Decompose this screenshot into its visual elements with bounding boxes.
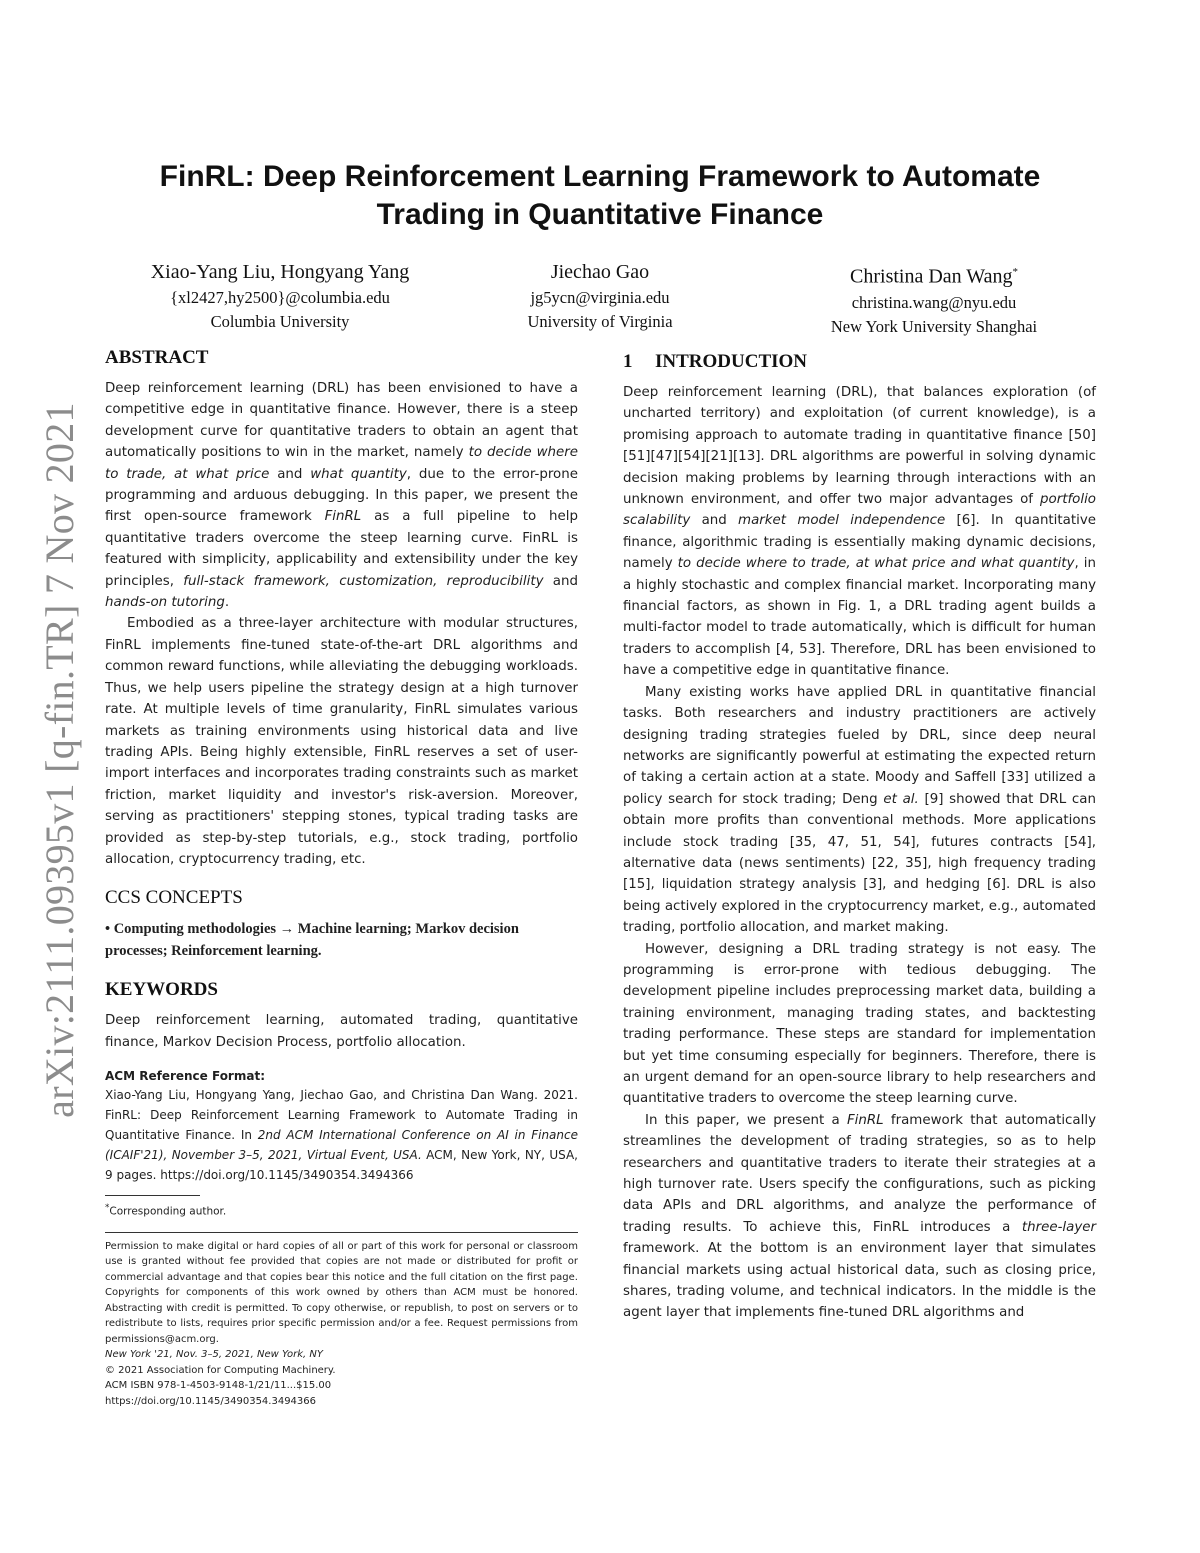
abstract-heading: ABSTRACT <box>105 347 209 368</box>
author-block-1 <box>120 258 440 334</box>
venue-line: New York '21, Nov. 3–5, 2021, New York, NY <box>105 1349 323 1361</box>
permission-notice: Permission to make digital or hard copies of all or part of this work for personal or classroom use is granted without fee provided that copies are not made or distributed for profit or commercial advantage and that copies bear this notice and the full citation on the first page. Copyrights for components of this work owned by others than ACM must be honored. Abstracting with credit is permitted. To copy otherwise, or republish, to post on servers or to redistribute to lists, requires prior specific permission and/or a fee. Request permissions from permissions@acm.org. <box>105 1240 578 1345</box>
acm-reference-text: Xiao-Yang Liu, Hongyang Yang, Jiechao Gao, and Christina Dan Wang. 2021. FinRL: Deep Reinforcement Learning Framework to Automate Trading in Quantitative Finance. In 2nd ACM International Conference on AI in Finance (ICAIF'21), November 3–5, 2021, Virtual Event, USA. ACM, New York, NY, USA, 9 pages. https://doi.org/10.1145/3490354.3494366 <box>105 1088 578 1183</box>
footnote-rule <box>105 1195 200 1196</box>
abstract-paragraph-1: Deep reinforcement learning (DRL) has been envisioned to have a competitive edge in quantitative finance. However, there is a steep development curve for quantitative traders to obtain an agent that automatically positions to win in the market, namely to decide where to trade, at what price and what quantity, due to the error-prone programming and arduous debugging. In this paper, we present the first open-source framework FinRL as a full pipeline to help quantitative traders overcome the steep learning curve. FinRL is featured with simplicity, applicability and extensibility under the key principles, full-stack framework, customization, reproducibility and hands-on tutoring. <box>105 381 579 611</box>
abstract-paragraph-2: Embodied as a three-layer architecture with modular structures, FinRL implements fine-tuned state-of-the-art DRL algorithms and common reward functions, while alleviating the debugging workloads. Thus, we help users pipeline the strategy design at a high turnover rate. At multiple levels of time granularity, FinRL simulates various markets as training environments using historical data and live trading APIs. Being highly extensible, FinRL reserves a set of user-import interfaces and incorporates trading constraints such as market friction, market liquidity and investor's risk-aversion. Moreover, serving as practitioners' stepping stones, typical trading tasks are provided as step-by-step tutorials, e.g., stock trading, portfolio allocation, cryptocurrency trading, etc. <box>105 616 578 867</box>
author-email[interactable]: jg5ycn@virginia.edu <box>530 288 670 307</box>
section-number: 1 <box>623 351 633 372</box>
author-affiliation: Columbia University <box>210 312 350 331</box>
ccs-concepts: • Computing methodologies → Machine learning; Markov decision processes; Reinforcement learning. <box>105 921 519 960</box>
author-block-2 <box>440 258 760 334</box>
corresponding-mark: * <box>1012 266 1018 278</box>
author-name <box>774 258 1094 291</box>
intro-paragraph-2: Many existing works have applied DRL in quantitative financial tasks. Both researchers and industry practitioners are actively designing trading strategies fueled by DRL, since deep neural networks are significantly powerful at estimating the expected return of taking a certain action at a state. Moody and Saffell [33] utilized a policy search for stock trading; Deng et al. [9] showed that DRL can obtain more profits than conventional methods. More applications include stock trading [35, 47, 51, 54], futures contracts [54], alternative data (news sentiments) [22, 35], high frequency trading [15], liquidation strategy analysis [3], and hedging [6]. DRL is also being actively explored in the cryptocurrency market, e.g., automated trading, portfolio allocation, and market making. <box>623 684 1096 936</box>
permission-rule <box>105 1232 578 1233</box>
ccs-heading: CCS CONCEPTS <box>105 887 243 909</box>
doi-link[interactable]: https://doi.org/10.1145/3490354.3494366 <box>105 1395 317 1407</box>
section-title: INTRODUCTION <box>655 351 808 372</box>
author-email[interactable]: christina.wang@nyu.edu <box>851 292 1017 312</box>
keywords-text: Deep reinforcement learning, automated trading, quantitative finance, Markov Decision Process, portfolio allocation. <box>105 1013 578 1050</box>
author-name: Jiechao Gao <box>550 261 650 283</box>
right-column <box>623 344 1096 1324</box>
author-name: Xiao-Yang Liu, Hongyang Yang <box>150 261 410 283</box>
author-affiliation: University of Virginia <box>527 312 673 331</box>
left-column <box>105 344 578 1409</box>
paper-title <box>100 158 1100 234</box>
footnote: *Corresponding author. <box>105 1203 227 1218</box>
author-affiliation: New York University Shanghai <box>830 316 1038 336</box>
keywords-heading: KEYWORDS <box>105 979 218 1001</box>
isbn-line: ACM ISBN 978-1-4503-9148-1/21/11...$15.00 <box>105 1380 332 1392</box>
arxiv-identifier: arXiv:2111.09395v1 [q-fin.TR] 7 Nov 2021 <box>37 402 82 1118</box>
author-name-text: Christina Dan Wang <box>850 265 1013 288</box>
copyright-line: © 2021 Association for Computing Machinery. <box>105 1364 336 1376</box>
author-email[interactable]: {xl2427,hy2500}@columbia.edu <box>170 288 390 307</box>
intro-paragraph-3: However, designing a DRL trading strategy is not easy. The programming is error-prone with tedious debugging. The development pipeline includes preprocessing market data, building a training environment, managing trading states, and backtesting trading performance. These steps are standard for implementation but yet time consuming especially for beginners. Therefore, there is an urgent demand for an open-source library to help researchers and quantitative traders to overcome the steep learning curve. <box>623 941 1096 1107</box>
introduction-heading <box>623 348 1096 376</box>
intro-paragraph-4: In this paper, we present a FinRL framework that automatically streamlines the development of trading strategies, so as to help researchers and quantitative traders to iterate their strategies at a high turnover rate. Users specify the configurations, such as picking data APIs and DRL algorithms, and analyze the performance of trading results. To achieve this, FinRL introduces a three-layer framework. At the bottom is an environment layer that simulates financial markets using actual historical data, such as closing price, shares, trading volume, and technical indicators. In the middle is the agent layer that implements fine-tuned DRL algorithms and <box>623 1112 1096 1321</box>
title-line-2: Trading in Quantitative Finance <box>376 198 824 231</box>
title-line-1: FinRL: Deep Reinforcement Learning Framework to Automate <box>159 160 1041 193</box>
acm-reference-heading: ACM Reference Format: <box>105 1069 265 1084</box>
intro-paragraph-1: Deep reinforcement learning (DRL), that balances exploration (of uncharted territory) and exploitation (of current knowledge), is a promising approach to automate trading in quantitative finance [50][51][47][54][21][13]. DRL algorithms are powerful in solving dynamic decision making problems by learning through interactions with an unknown environment, and offer two major advantages of portfolio scalability and market model independence [6]. In quantitative finance, algorithmic trading is essentially making dynamic decisions, namely to decide where to trade, at what price and what quantity, in a highly stochastic and complex financial market. Incorporating many financial factors, as shown in Fig. 1, a DRL trading agent builds a multi-factor model to trade automatically, which is difficult for human traders to accomplish [4, 53]. Therefore, DRL has been envisioned to have a competitive edge in quantitative finance. <box>623 385 1096 679</box>
author-block-3 <box>774 258 1094 339</box>
